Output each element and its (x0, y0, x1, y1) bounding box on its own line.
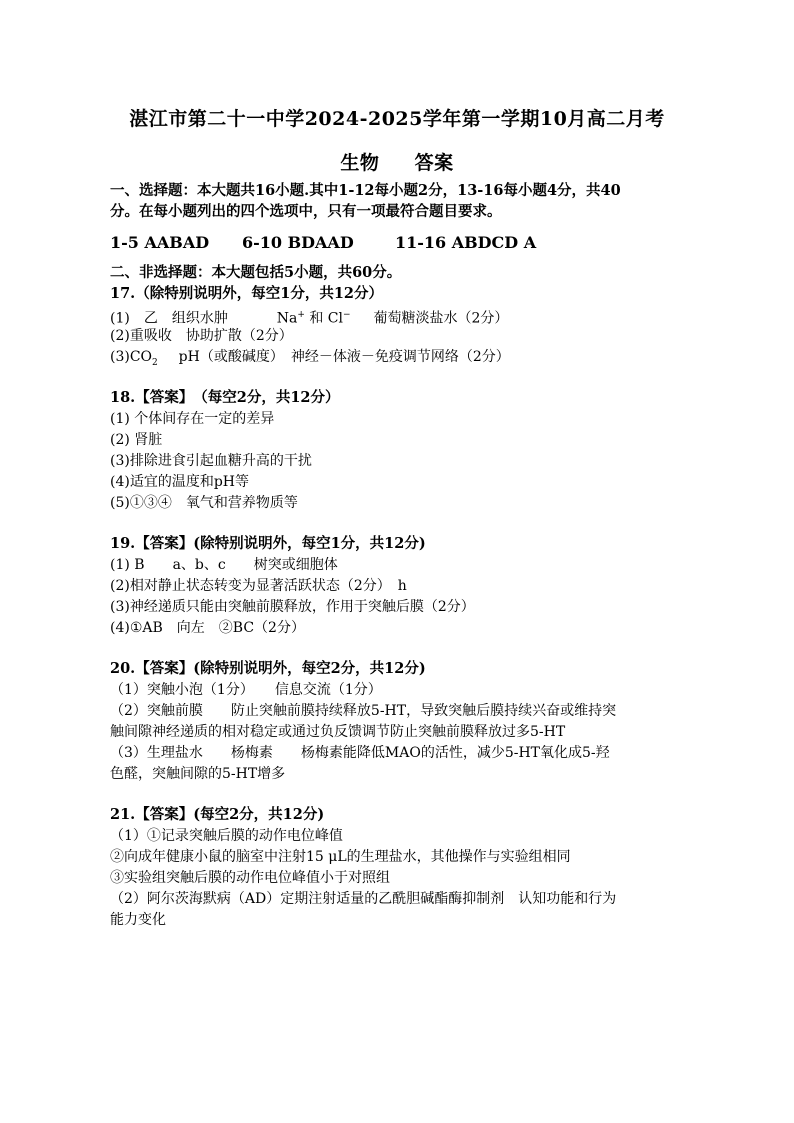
q17-line1-c: 和 Cl (309, 310, 343, 327)
q19-line3: (3)神经递质只能由突触前膜释放，作用于突触后膜（2分） (110, 599, 475, 615)
mc-answers-11-16: 11-16 ABDCD A (395, 233, 537, 252)
q20-line3: 触间隙神经递质的相对稳定或通过负反馈调节防止突触前膜释放过多5-HT (110, 724, 566, 740)
q21-line1: （1）①记录突触后膜的动作电位峰值 (110, 828, 343, 844)
q20-line5: 色醛，突触间隙的5-HT增多 (110, 766, 286, 782)
q19-line2: (2)相对静止状态转变为显著活跃状态（2分） h (110, 578, 407, 594)
q19-line4: (4)①AB 向左 ②BC（2分） (110, 620, 305, 636)
section1-line1: 一、选择题：本大题共16小题.其中1-12每小题2分，13-16每小题4分，共40 (110, 182, 621, 199)
q17-line1-b-sup: + (297, 310, 305, 320)
q17-line1-b: Na (276, 310, 298, 327)
q20-line2: （2）突触前膜 防止突触前膜持续释放5-HT，导致突触后膜持续兴奋或维持突 (110, 703, 617, 719)
q19-line1: (1) B a、b、c 树突或细胞体 (110, 557, 338, 573)
q17-line3-a-sub: 2 (152, 357, 158, 368)
q17-line2: (2)重吸收 协助扩散（2分） (110, 328, 293, 344)
q19-header: 19.【答案】(除特别说明外，每空1分，共12分) (110, 535, 426, 552)
q18-line2: (2) 肾脏 (110, 432, 163, 448)
q17-line3-b: pH（或酸碱度） 神经－体液－免疫调节网络（2分） (178, 349, 510, 365)
q21-line2: ②向成年健康小鼠的脑室中注射15 μL的生理盐水，其他操作与实验组相同 (110, 849, 571, 865)
answer-label: 答案 (414, 152, 454, 174)
q21-line5: 能力变化 (110, 912, 166, 928)
q17-line1-c-sup: − (343, 310, 351, 320)
q18-line4: (4)适宜的温度和pH等 (110, 474, 250, 490)
q20-line4: （3）生理盐水 杨梅素 杨梅素能降低MAO的活性，减少5-HT氧化成5-羟 (110, 745, 610, 761)
q17-line3-a: (3)CO (110, 349, 153, 365)
q17-header: 17.（除特别说明外，每空1分，共12分） (110, 285, 383, 302)
page-title: 湛江市第二十一中学2024-2025学年第一学期10月高二月考 (129, 108, 665, 130)
subject-label: 生物 (340, 152, 380, 174)
q21-line3: ③实验组突触后膜的动作电位峰值小于对照组 (110, 870, 390, 886)
section2-header: 二、非选择题：本大题包括5小题，共60分。 (110, 264, 402, 281)
q21-header: 21.【答案】(每空2分，共12分) (110, 806, 325, 823)
mc-answers-1-5: 1-5 AABAD (110, 233, 210, 252)
q17-line3 (110, 347, 510, 373)
section1-line2: 分。在每小题列出的四个选项中，只有一项最符合题目要求。 (110, 203, 502, 220)
q20-header: 20.【答案】(除特别说明外，每空2分，共12分) (110, 660, 426, 677)
page-subtitle (0, 148, 794, 175)
q18-line1: (1) 个体间存在一定的差异 (110, 411, 275, 427)
q18-line3: (3)排除进食引起血糖升高的干扰 (110, 453, 312, 469)
q20-line1: （1）突触小泡（1分） 信息交流（1分） (110, 682, 382, 698)
mc-answers-6-10: 6-10 BDAAD (242, 233, 354, 252)
q18-header: 18.【答案】 （每空2分，共12分） (110, 389, 340, 406)
q21-line4: （2）阿尔茨海默病（AD）定期注射适量的乙酰胆碱酯酶抑制剂 认知功能和行为 (110, 891, 617, 907)
q18-line5: (5)①③④ 氧气和营养物质等 (110, 495, 298, 511)
q17-line1-a: (1) 乙 组织水肿 (110, 310, 228, 327)
q17-line1-d: 葡萄糖淡盐水（2分） (373, 310, 509, 327)
